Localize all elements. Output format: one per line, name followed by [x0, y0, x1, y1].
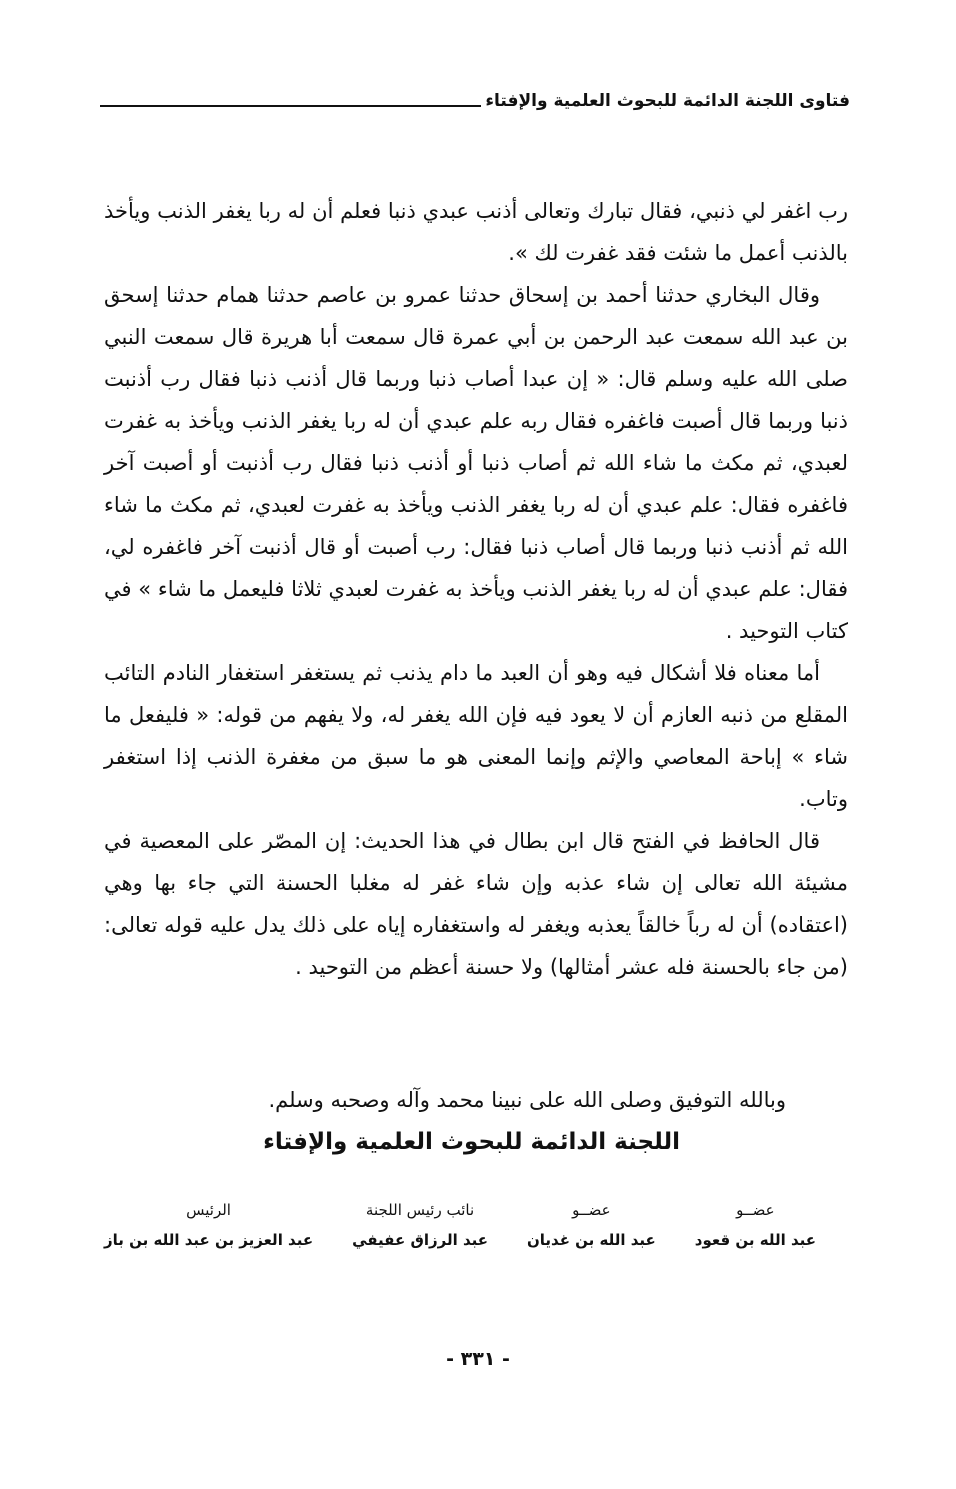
paragraph-1: رب اغفر لي ذنبي، فقال تبارك وتعالى أذنب عبدي ذنبا فعلم أن له ربا يغفر الذنب ويأخذ بالذنب أعمل ما شئت فقد غفرت لك ». [104, 199, 848, 265]
running-header [100, 88, 850, 112]
signatory-1 [695, 1195, 816, 1255]
closing-block [104, 1080, 848, 1162]
closing-prayer: وبالله التوفيق وصلى الله على نبينا محمد وآله وصحبه وسلم. [268, 1088, 786, 1112]
signatory-name: عبد الرزاق عفيفي [352, 1231, 488, 1249]
signatory-role: نائب رئيس اللجنة [365, 1201, 475, 1219]
signatory-role: الرئيس [186, 1201, 231, 1219]
committee-name: اللجنة الدائمة للبحوث العلمية والإفتاء [263, 1129, 680, 1155]
paragraph-2: وقال البخاري حدثنا أحمد بن إسحاق حدثنا عمرو بن عاصم حدثنا همام حدثنا إسحق بن عبد الله سمعت عبد الرحمن بن أبي عمرة قال سمعت أبا هريرة قال سمعت النبي صلى الله عليه وسلم قال: « إن عبدا أصاب ذنبا وربما قال أذنب ذنبا فقال رب أذنبت ذنبا وربما قال أصبت فاغفره فقال ربه علم عبدي أن له ربا يغفر الذنب ويأخذ به غفرت لعبدي، ثم مكث ما شاء الله ثم أصاب ذنبا أو أذنب ذنبا فقال رب أذنبت أو أصبت آخر فاغفره فقال: علم عبدي أن له ربا يغفر الذنب ويأخذ به غفرت لعبدي، ثم مكث ما شاء الله ثم أذنب ذنبا وربما قال أصاب ذنبا فقال: رب أصبت أو قال أذنبت آخر فاغفره لي، فقال: علم عبدي أن له ربا يغفر الذنب ويأخذ به غفرت لعبدي ثلاثا فليعمل ما شاء » في كتاب التوحيد . [104, 283, 848, 643]
header-title: فتاوى اللجنة الدائمة للبحوث العلمية والإفتاء [485, 91, 850, 111]
signatory-3 [352, 1195, 488, 1255]
paragraph-4: قال الحافظ في الفتح قال ابن بطال في هذا الحديث: إن المصّر على المعصية في مشيئة الله تعالى إن شاء عذبه وإن شاء غفر له مغلبا الحسنة التي جاء بها وهي (اعتقاده) أن له رباً خالقاً يعذبه ويغفر له واستغفاره إياه على ذلك يدل عليه قوله تعالى: (من جاء بالحسنة فله عشر أمثالها) ولا حسنة أعظم من التوحيد . [104, 829, 848, 979]
signatory-role: عضــو [736, 1201, 775, 1219]
signatory-name: عبد الله بن غديان [526, 1231, 656, 1249]
signatory-4 [104, 1195, 313, 1255]
header-rule [100, 105, 481, 107]
signatory-role: عضــو [572, 1201, 611, 1219]
signatory-2 [527, 1195, 656, 1255]
signatory-name: عبد الله بن قعود [694, 1231, 816, 1249]
signatures [104, 1195, 816, 1255]
paragraph-3: أما معناه فلا أشكال فيه وهو أن العبد ما دام يذنب ثم يستغفر استغفار النادم التائب المقلع من ذنبه العازم أن لا يعود فيه فإن الله يغفر له، ولا يفهم من قوله: « فليفعل ما شاء » إباحة المعاصي والإثم وإنما المعنى هو ما سبق من مغفرة الذنب إذا استغفر وتاب. [104, 661, 848, 811]
signatory-name: عبد العزيز بن عبد الله بن باز [104, 1231, 314, 1249]
page-number: - ٣٣١ - [446, 1348, 510, 1370]
body-text [104, 190, 848, 988]
